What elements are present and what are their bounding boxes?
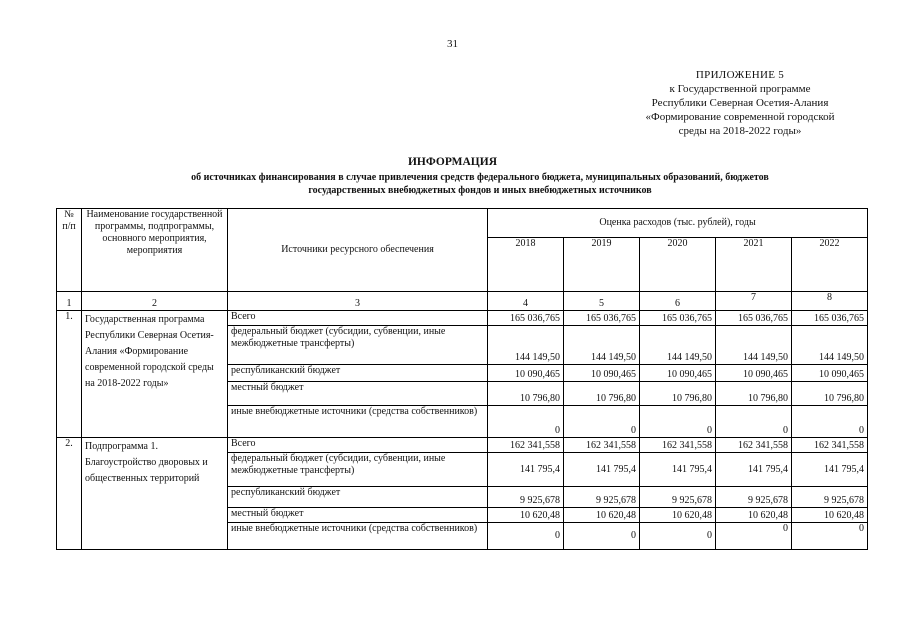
value-cell: 144 149,50 bbox=[640, 326, 716, 365]
value-cell: 144 149,50 bbox=[716, 326, 792, 365]
header-year: 2022 bbox=[792, 238, 868, 292]
value-cell: 165 036,765 bbox=[564, 311, 640, 326]
info-title: ИНФОРМАЦИЯ bbox=[407, 156, 497, 168]
source-cell: федеральный бюджет (субсидии, субвенции, иные межбюджетные трансферты) bbox=[228, 326, 488, 365]
value-cell: 0 bbox=[640, 406, 716, 438]
header-name: Наименование государственной программы, подпрограммы, основного мероприятия, мероприятия bbox=[82, 209, 228, 292]
source-cell: Всего bbox=[228, 311, 488, 326]
value-cell: 10 090,465 bbox=[640, 365, 716, 382]
value-cell: 9 925,678 bbox=[564, 487, 640, 508]
value-cell: 10 090,465 bbox=[716, 365, 792, 382]
value-cell: 141 795,4 bbox=[488, 453, 564, 487]
info-subtitle-line-2: государственных внебюджетных фондов и иных внебюджетных источников bbox=[308, 185, 652, 196]
col-number: 8 bbox=[792, 292, 868, 311]
value-cell: 10 796,80 bbox=[564, 382, 640, 406]
value-cell: 141 795,4 bbox=[564, 453, 640, 487]
col-number: 5 bbox=[564, 292, 640, 311]
appendix-block bbox=[590, 68, 890, 138]
page-number: 31 bbox=[447, 38, 458, 50]
header-estimate: Оценка расходов (тыс. рублей), годы bbox=[488, 209, 868, 238]
group-name: Государственная программа Республики Северная Осетия-Алания «Формирование современной городской среды на 2018-2022 годы» bbox=[82, 311, 228, 438]
table-row bbox=[57, 311, 868, 326]
financing-table bbox=[56, 208, 868, 550]
value-cell: 0 bbox=[488, 406, 564, 438]
value-cell: 9 925,678 bbox=[792, 487, 868, 508]
source-cell: республиканский бюджет bbox=[228, 487, 488, 508]
value-cell: 10 620,48 bbox=[488, 508, 564, 523]
value-cell: 10 620,48 bbox=[792, 508, 868, 523]
header-source: Источники ресурсного обеспечения bbox=[228, 209, 488, 292]
value-cell: 0 bbox=[564, 523, 640, 550]
value-cell: 144 149,50 bbox=[488, 326, 564, 365]
appendix-title: ПРИЛОЖЕНИЕ 5 bbox=[695, 69, 785, 81]
col-number: 2 bbox=[82, 292, 228, 311]
col-number: 7 bbox=[716, 292, 792, 311]
value-cell: 10 620,48 bbox=[640, 508, 716, 523]
value-cell: 9 925,678 bbox=[488, 487, 564, 508]
group-name: Подпрограмма 1. Благоустройство дворовых и общественных территорий bbox=[82, 438, 228, 550]
value-cell: 165 036,765 bbox=[792, 311, 868, 326]
header-year: 2018 bbox=[488, 238, 564, 292]
info-subtitle-line-1: об источниках финансирования в случае привлечения средств федерального бюджета, муниципальных образований, бюджетов bbox=[191, 172, 769, 183]
source-cell: федеральный бюджет (субсидии, субвенции, иные межбюджетные трансферты) bbox=[228, 453, 488, 487]
value-cell: 10 620,48 bbox=[716, 508, 792, 523]
table-header bbox=[57, 209, 868, 311]
value-cell: 0 bbox=[792, 406, 868, 438]
value-cell: 165 036,765 bbox=[488, 311, 564, 326]
value-cell: 9 925,678 bbox=[716, 487, 792, 508]
header-num: № п/п bbox=[57, 209, 82, 292]
value-cell: 0 bbox=[792, 523, 868, 550]
info-subtitle bbox=[130, 171, 830, 197]
value-cell: 165 036,765 bbox=[716, 311, 792, 326]
source-cell: иные внебюджетные источники (средства собственников) bbox=[228, 523, 488, 550]
value-cell: 141 795,4 bbox=[792, 453, 868, 487]
appendix-line: Республики Северная Осетия-Алания bbox=[651, 97, 829, 109]
value-cell: 162 341,558 bbox=[792, 438, 868, 453]
value-cell: 10 620,48 bbox=[564, 508, 640, 523]
value-cell: 162 341,558 bbox=[716, 438, 792, 453]
value-cell: 162 341,558 bbox=[640, 438, 716, 453]
value-cell: 165 036,765 bbox=[640, 311, 716, 326]
value-cell: 144 149,50 bbox=[792, 326, 868, 365]
value-cell: 10 796,80 bbox=[716, 382, 792, 406]
col-number: 1 bbox=[57, 292, 82, 311]
program-group bbox=[57, 311, 868, 438]
subprogram-group bbox=[57, 438, 868, 550]
value-cell: 10 796,80 bbox=[792, 382, 868, 406]
header-year: 2021 bbox=[716, 238, 792, 292]
column-number-row bbox=[57, 292, 868, 311]
group-num: 2. bbox=[57, 438, 82, 550]
source-cell: местный бюджет bbox=[228, 382, 488, 406]
value-cell: 0 bbox=[488, 523, 564, 550]
source-cell: Всего bbox=[228, 438, 488, 453]
appendix-line: среды на 2018-2022 годы» bbox=[678, 125, 802, 137]
value-cell: 141 795,4 bbox=[716, 453, 792, 487]
value-cell: 10 796,80 bbox=[488, 382, 564, 406]
source-cell: местный бюджет bbox=[228, 508, 488, 523]
value-cell: 9 925,678 bbox=[640, 487, 716, 508]
value-cell: 0 bbox=[640, 523, 716, 550]
value-cell: 10 796,80 bbox=[640, 382, 716, 406]
group-num: 1. bbox=[57, 311, 82, 438]
value-cell: 10 090,465 bbox=[488, 365, 564, 382]
value-cell: 162 341,558 bbox=[488, 438, 564, 453]
appendix-line: к Государственной программе bbox=[669, 83, 811, 95]
header-year: 2019 bbox=[564, 238, 640, 292]
col-number: 3 bbox=[228, 292, 488, 311]
value-cell: 10 090,465 bbox=[564, 365, 640, 382]
value-cell: 0 bbox=[716, 406, 792, 438]
source-cell: иные внебюджетные источники (средства собственников) bbox=[228, 406, 488, 438]
value-cell: 141 795,4 bbox=[640, 453, 716, 487]
value-cell: 0 bbox=[716, 523, 792, 550]
value-cell: 162 341,558 bbox=[564, 438, 640, 453]
value-cell: 10 090,465 bbox=[792, 365, 868, 382]
value-cell: 144 149,50 bbox=[564, 326, 640, 365]
table-row bbox=[57, 438, 868, 453]
appendix-line: «Формирование современной городской bbox=[645, 111, 835, 123]
col-number: 6 bbox=[640, 292, 716, 311]
col-number: 4 bbox=[488, 292, 564, 311]
header-year: 2020 bbox=[640, 238, 716, 292]
value-cell: 0 bbox=[564, 406, 640, 438]
source-cell: республиканский бюджет bbox=[228, 365, 488, 382]
